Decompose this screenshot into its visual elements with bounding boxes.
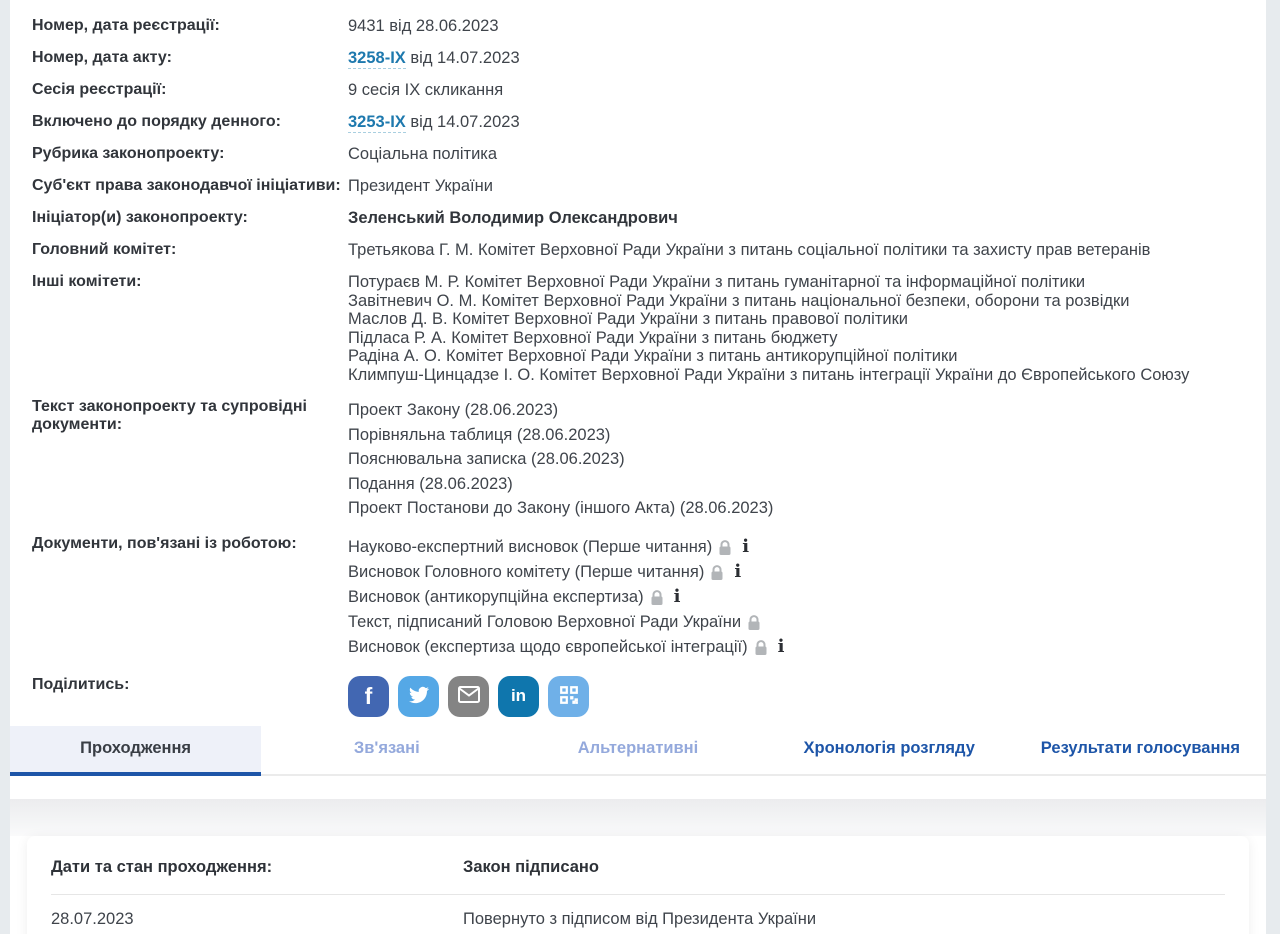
lock-icon xyxy=(649,589,665,606)
field-bill-documents xyxy=(32,391,1252,528)
document-link[interactable]: Проект Постанови до Закону (іншого Акта) (28.06.2023) xyxy=(348,499,774,517)
field-value: 9431 від 28.06.2023 xyxy=(348,17,499,35)
tab-khronologiya[interactable]: Хронологія розгляду xyxy=(803,739,975,757)
document-link[interactable]: Порівняльна таблиця (28.06.2023) xyxy=(348,425,611,444)
share-buttons xyxy=(348,676,589,717)
progress-status: Повернуто з підписом від Президента України xyxy=(463,909,817,928)
committee-item: Підласа Р. А. Комітет Верховної Ради України з питань бюджету xyxy=(348,328,838,347)
column-header-status: Закон підписано xyxy=(463,857,599,876)
field-value: Президент України xyxy=(348,177,493,195)
field-act-number xyxy=(32,42,1252,74)
tab-prohodzhennya[interactable]: Проходження xyxy=(10,726,261,776)
field-value: 9 сесія IX скликання xyxy=(348,81,504,99)
field-related-documents xyxy=(32,528,1252,667)
committee-item: Климпуш-Цинцадзе І. О. Комітет Верховної Ради України з питань інтеграції України до Європейського Союзу xyxy=(348,365,1190,384)
tab-zvyazani[interactable]: Зв'язані xyxy=(353,739,420,757)
document-link[interactable]: Текст, підписаний Головою Верховної Ради України xyxy=(348,613,742,631)
field-label: Сесія реєстрації: xyxy=(32,81,167,98)
field-value: Соціальна політика xyxy=(348,145,498,163)
field-label: Текст законопроекту та супровідні документи: xyxy=(32,398,307,433)
field-label: Номер, дата реєстрації: xyxy=(32,17,220,34)
document-link[interactable]: Науково-експертний висновок (Перше читання) xyxy=(348,538,713,556)
act-date-text: від 14.07.2023 xyxy=(410,49,520,67)
twitter-share-button[interactable] xyxy=(398,676,439,717)
agenda-date-text: від 14.07.2023 xyxy=(410,113,520,131)
field-label: Інші комітети: xyxy=(32,273,142,290)
field-label: Ініціатор(и) законопроекту: xyxy=(32,209,248,226)
lock-icon xyxy=(746,614,762,631)
document-link[interactable]: Висновок (експертиза щодо європейської інтеграції) xyxy=(348,638,748,656)
field-label: Включено до порядку денного: xyxy=(32,113,281,130)
linkedin-share-button[interactable] xyxy=(498,676,539,717)
field-main-committee xyxy=(32,234,1252,266)
bill-documents-list xyxy=(348,398,1252,521)
email-icon xyxy=(458,686,480,706)
qr-share-button[interactable] xyxy=(548,676,589,717)
twitter-icon xyxy=(409,685,429,708)
info-icon[interactable]: i xyxy=(673,586,681,607)
qr-code-icon xyxy=(559,685,579,708)
committee-item: Завітневич О. М. Комітет Верховної Ради України з питань національної безпеки, оборони та розвідки xyxy=(348,291,1130,310)
field-agenda xyxy=(32,106,1252,138)
field-label: Документи, пов'язані із роботою: xyxy=(32,534,297,552)
field-value xyxy=(348,113,1252,131)
info-icon[interactable]: i xyxy=(777,636,785,657)
related-documents-list xyxy=(348,535,1252,660)
field-label: Головний комітет: xyxy=(32,241,177,258)
lock-icon xyxy=(717,539,733,556)
linkedin-icon: in xyxy=(510,686,527,705)
document-link[interactable]: Висновок (антикорупційна експертиза) xyxy=(348,588,644,606)
info-icon[interactable]: i xyxy=(734,561,742,582)
committee-item: Маслов Д. В. Комітет Верховної Ради України з питань правової політики xyxy=(348,310,909,328)
facebook-share-button[interactable] xyxy=(348,676,389,717)
field-value xyxy=(348,49,1252,67)
field-registration xyxy=(32,10,1252,42)
progress-table-row xyxy=(51,895,1225,929)
bill-details xyxy=(10,0,1266,717)
bill-details-page xyxy=(10,0,1266,934)
tab-bar xyxy=(10,726,1266,776)
related-document-item xyxy=(348,560,1252,585)
spacer xyxy=(10,776,1266,799)
progress-card xyxy=(27,836,1249,934)
agenda-number-link[interactable]: 3253-IX xyxy=(348,113,406,131)
related-document-item xyxy=(348,610,1252,635)
related-document-item xyxy=(348,535,1252,560)
related-document-item xyxy=(348,635,1252,660)
facebook-icon: f xyxy=(364,682,373,709)
field-initiator xyxy=(32,202,1252,234)
document-link[interactable]: Висновок Головного комітету (Перше читання) xyxy=(348,563,705,581)
field-other-committees xyxy=(32,266,1252,391)
other-committees-list xyxy=(348,273,1252,384)
field-subject xyxy=(32,170,1252,202)
field-label: Рубрика законопроекту: xyxy=(32,145,225,162)
card-shadow-band xyxy=(10,799,1266,836)
tab-rezultaty[interactable]: Результати голосування xyxy=(1040,739,1241,757)
share-section xyxy=(32,667,1252,717)
column-header-dates: Дати та стан проходження: xyxy=(51,857,273,876)
committee-item: Потураєв М. Р. Комітет Верховної Ради України з питань гуманітарної та інформаційної політики xyxy=(348,273,1086,291)
share-label: Поділитись: xyxy=(32,675,130,693)
initiator-name: Зеленський Володимир Олександрович xyxy=(348,209,678,227)
act-number-link[interactable]: 3258-IX xyxy=(348,49,406,67)
field-session xyxy=(32,74,1252,106)
main-committee-value: Третьякова Г. М. Комітет Верховної Ради України з питань соціальної політики та захисту прав ветеранів xyxy=(348,241,1151,259)
field-rubric xyxy=(32,138,1252,170)
lock-icon xyxy=(753,639,769,656)
document-link[interactable]: Пояснювальна записка (28.06.2023) xyxy=(348,450,625,468)
email-share-button[interactable] xyxy=(448,676,489,717)
document-link[interactable]: Подання (28.06.2023) xyxy=(348,474,513,493)
lock-icon xyxy=(709,564,725,581)
progress-table-header xyxy=(51,858,1225,895)
progress-date: 28.07.2023 xyxy=(51,909,134,928)
related-document-item xyxy=(348,585,1252,610)
tab-alternatyvni[interactable]: Альтернативні xyxy=(577,739,699,757)
committee-item: Радіна А. О. Комітет Верховної Ради України з питань антикорупційної політики xyxy=(348,347,958,365)
info-icon[interactable]: i xyxy=(742,536,750,557)
field-label: Суб'єкт права законодавчої ініціативи: xyxy=(32,177,341,194)
document-link[interactable]: Проект Закону (28.06.2023) xyxy=(348,401,559,419)
field-label: Номер, дата акту: xyxy=(32,49,172,66)
